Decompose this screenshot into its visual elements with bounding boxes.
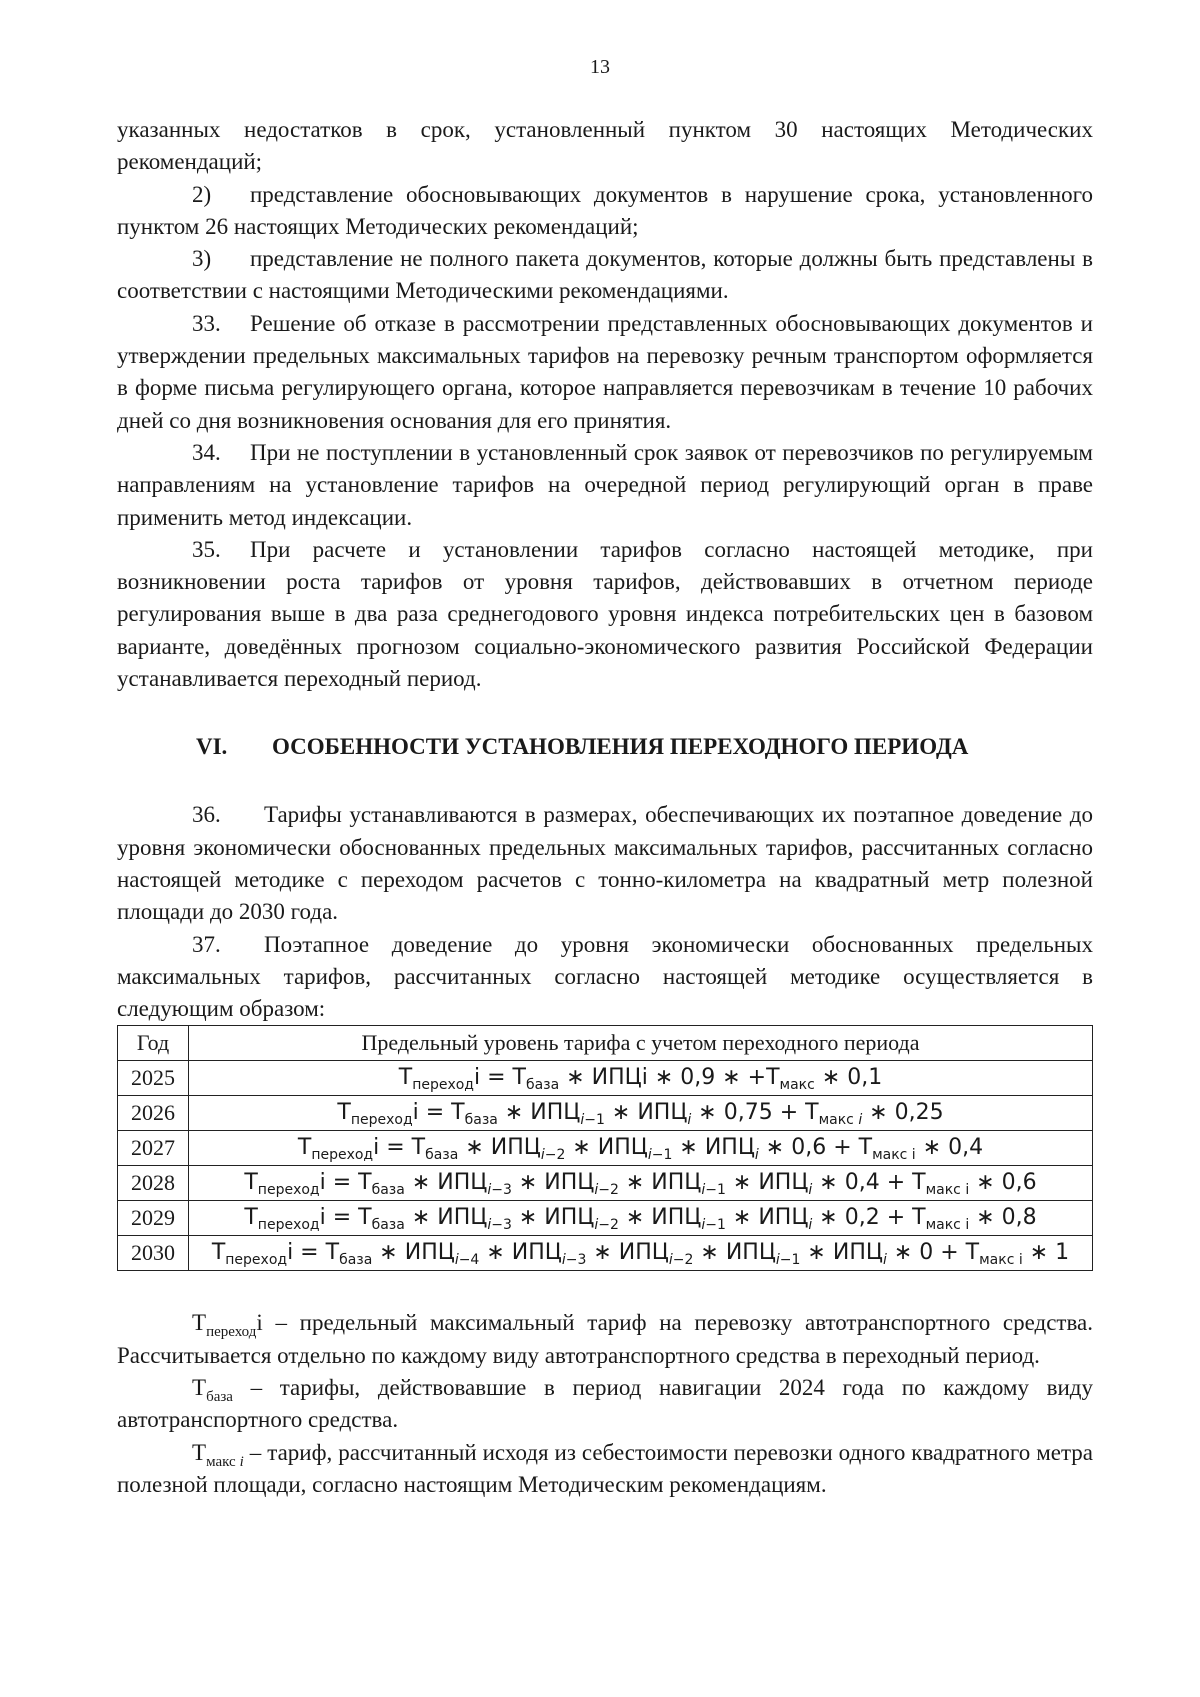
table-row [118, 1131, 1093, 1166]
year-cell: 2028 [118, 1166, 189, 1201]
table-row [118, 1201, 1093, 1236]
definitions [117, 1307, 1093, 1501]
year-cell: 2026 [118, 1096, 189, 1131]
table-header-row [118, 1026, 1093, 1061]
paragraph: 37. Поэтапное доведение до уровня экономически обоснованных предельных максимальных тарифов, рассчитанных согласно настоящей методике осуществляется в следующим образом: [117, 931, 1093, 1022]
paragraph: 36. Тарифы устанавливаются в размерах, обеспечивающих их поэтапное доведение до уровня экономически обоснованных предельных максимальных тарифов, рассчитанных согласно настоящей методике с переходом расчетов с тонно-километра на квадратный метр полезной площади до 2030 года. [117, 802, 1093, 925]
section-heading [117, 731, 1093, 763]
paragraph: 34. При не поступлении в установленный срок заявок от перевозчиков по регулируемым направлениям на установление тарифов на очередной период регулирующий орган в праве применить метод индексации. [117, 439, 1093, 530]
header-formula: Предельный уровень тарифа с учетом переходного периода [189, 1026, 1093, 1061]
year-cell: 2029 [118, 1201, 189, 1236]
formula-cell: $T_{переход}i = T_{база}$ ∗ ИПЦi ∗ 0,9 ∗ $+T_{макс}$ ∗ 0,1 [189, 1061, 1093, 1096]
page-number: 13 [590, 56, 610, 78]
year-cell: 2027 [118, 1131, 189, 1166]
definition: $T_{база}$ – тарифы, действовавшие в период навигации 2024 года по каждому виду автотранспортного средства. [117, 1375, 1093, 1433]
definition: $T_{макс i}$ – тариф, рассчитанный исходя из себестоимости перевозки одного квадратного метра полезной площади, согласно настоящим Методическим рекомендациям. [117, 1439, 1094, 1497]
table-row [118, 1166, 1093, 1201]
definition: $T_{переход}i$ – предельный максимальный тариф на перевозку автотранспортного средства. Рассчитывается отдельно по каждому виду автотранспортного средства в переходный период. [117, 1310, 1093, 1368]
document-body [117, 114, 1093, 1501]
transition-tariff-table [117, 1025, 1093, 1271]
section-number: VI. [196, 734, 228, 760]
list-item: 2) представление обосновывающих документов в нарушение срока, установленного пунктом 26 настоящих Методических рекомендаций; [117, 181, 1093, 239]
list-item: 3) представление не полного пакета документов, которые должны быть представлены в соответствии с настоящими Методическими рекомендациями. [117, 246, 1093, 304]
year-cell: 2030 [118, 1236, 189, 1271]
paragraph: 35. При расчете и установлении тарифов согласно настоящей методике, при возникновении роста тарифов от уровня тарифов, действовавших в отчетном периоде регулирования выше в два раза среднегодового уровня индекса потребительских цен в базовом варианте, доведённых прогнозом социально-экономического развития Российской Федерации устанавливается переходный период. [117, 536, 1093, 692]
formula-cell: $T_{переход}i = T_{база}$ ∗ $ИПЦ_{i-3}$ ∗ $ИПЦ_{i-2}$ ∗ $ИПЦ_{i-1}$ ∗ $ИПЦ_i$ ∗ $0,4 + T_{макс i}$ ∗ 0,6 [189, 1166, 1093, 1201]
year-cell: 2025 [118, 1061, 189, 1096]
formula-cell: $T_{переход}i = T_{база}$ ∗ $ИПЦ_{i-1}$ ∗ $ИПЦ_i$ ∗ $0,75 + T_{макс i}$ ∗ 0,25 [189, 1096, 1093, 1131]
table-row [118, 1236, 1093, 1271]
paragraph: 33. Решение об отказе в рассмотрении представленных обосновывающих документов и утверждении предельных максимальных тарифов на перевозку речным транспортом оформляется в форме письма регулирующего органа, которое направляется перевозчикам в течение 10 рабочих дней со дня возникновения основания для его принятия. [117, 310, 1093, 433]
header-year: Год [118, 1026, 189, 1061]
section-title: ОСОБЕННОСТИ УСТАНОВЛЕНИЯ ПЕРЕХОДНОГО ПЕРИОДА [272, 734, 969, 760]
formula-cell: $T_{переход}i = T_{база}$ ∗ $ИПЦ_{i-2}$ ∗ $ИПЦ_{i-1}$ ∗ $ИПЦ_i$ ∗ $0,6 + T_{макс i}$ ∗ 0,4 [189, 1131, 1093, 1166]
formula-cell: $T_{переход}i = T_{база}$ ∗ $ИПЦ_{i-4}$ ∗ $ИПЦ_{i-3}$ ∗ $ИПЦ_{i-2}$ ∗ $ИПЦ_{i-1}$ ∗ $ИПЦ_i$ ∗ $0 + T_{макс i}$ ∗ 1 [189, 1236, 1093, 1271]
table-row [118, 1096, 1093, 1131]
formula-cell: $T_{переход}i = T_{база}$ ∗ $ИПЦ_{i-3}$ ∗ $ИПЦ_{i-2}$ ∗ $ИПЦ_{i-1}$ ∗ $ИПЦ_i$ ∗ $0,2 + T_{макс i}$ ∗ 0,8 [189, 1201, 1093, 1236]
paragraph: указанных недостатков в срок, установленный пунктом 30 настоящих Методических рекомендаций; [117, 117, 1093, 175]
table-row [118, 1061, 1093, 1096]
